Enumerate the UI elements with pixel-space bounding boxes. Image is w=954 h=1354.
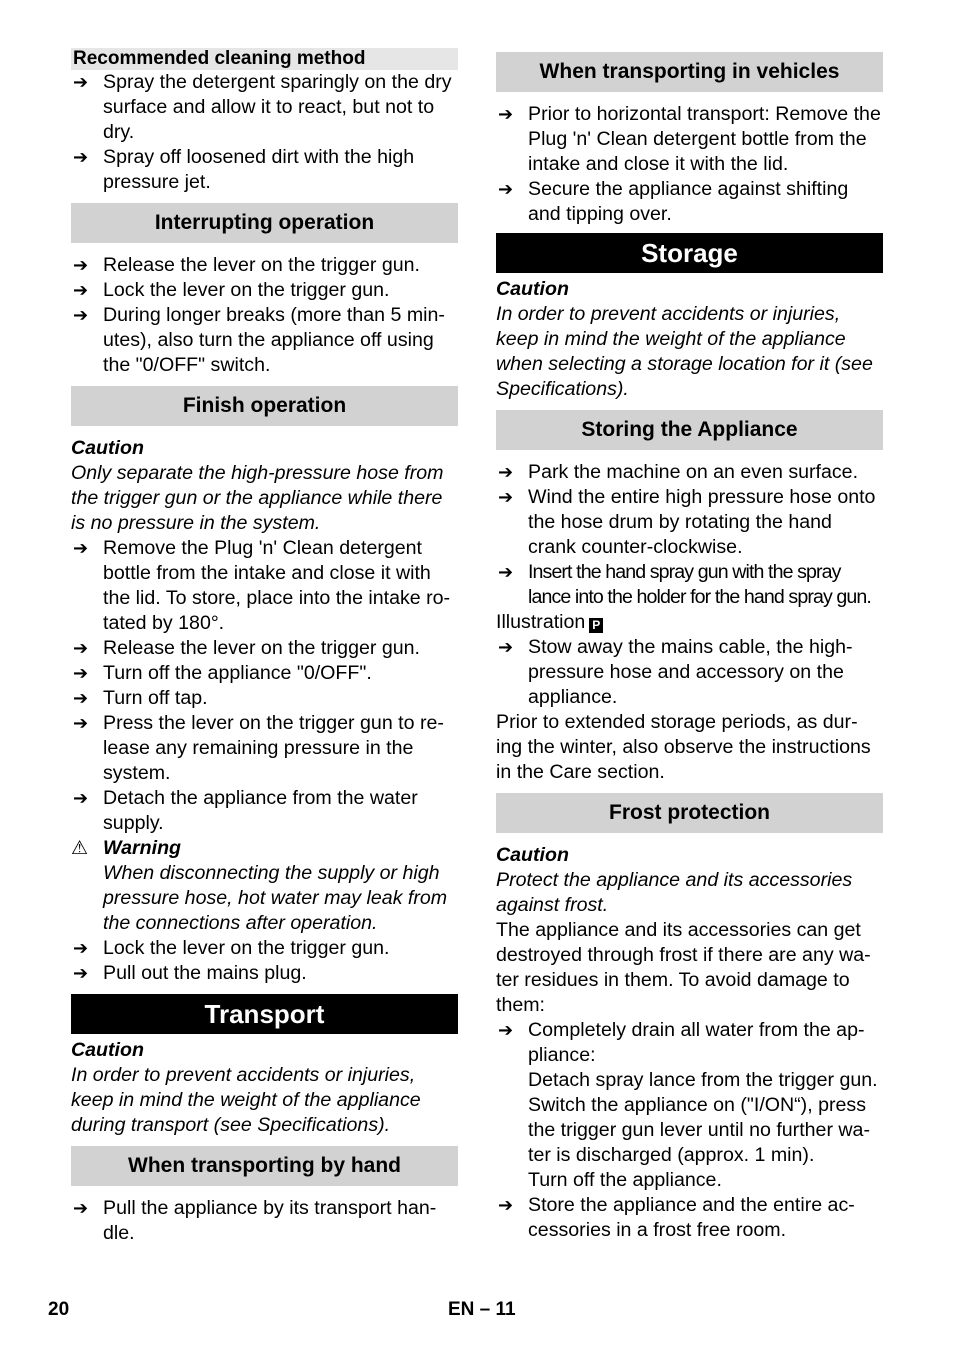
- list-item: ➔ Pull out the mains plug.: [73, 962, 307, 984]
- list-item: ➔ Turn off the appliance "0/OFF".: [73, 662, 372, 684]
- arrow-icon: ➔: [498, 562, 513, 582]
- section-page-label: EN – 11: [448, 1299, 516, 1320]
- frost-protection-heading: Frost protection: [496, 793, 883, 833]
- list-item: ➔ Lock the lever on the trigger gun.: [73, 279, 390, 301]
- caution-label: Caution: [71, 437, 144, 459]
- arrow-icon: ➔: [73, 688, 89, 708]
- arrow-icon: ➔: [73, 305, 89, 325]
- frost-intro: The appliance and its accessories can get destroyed through frost if there are any wa-ter residues in them. To avoid damage to them:: [496, 919, 871, 1016]
- sub-step: Detach spray lance from the trigger gun.: [528, 1069, 878, 1091]
- caution-label: Caution: [71, 1039, 144, 1061]
- arrow-icon: ➔: [73, 938, 89, 958]
- caution-label: Caution: [496, 844, 569, 866]
- caution-text: In order to prevent accidents or injuries, keep in mind the weight of the appliance when selecting a storage location for it (see Specifications).: [496, 303, 873, 400]
- list-item: ➔ Release the lever on the trigger gun.: [73, 637, 420, 659]
- list-item: ➔ Lock the lever on the trigger gun.: [73, 937, 390, 959]
- sub-step: Switch the appliance on ("I/ON“), press the trigger gun lever until no further wa-ter is discharged (approx. 1 min).: [528, 1094, 870, 1166]
- arrow-icon: ➔: [73, 963, 89, 983]
- transport-vehicles-heading: When transporting in vehicles: [496, 52, 883, 92]
- arrow-icon: ➔: [498, 104, 514, 124]
- arrow-icon: ➔: [73, 713, 89, 733]
- caution-text: Only separate the high-pressure hose from the trigger gun or the appliance while there is no pressure in the system.: [71, 462, 444, 534]
- warning-text: When disconnecting the supply or high pressure hose, hot water may leak from the connections after operation.: [103, 862, 448, 934]
- arrow-icon: ➔: [73, 1198, 89, 1218]
- warning-label: Warning: [103, 837, 182, 859]
- list-item: ➔ During longer breaks (more than 5 min-utes), also turn the appliance off using the "0/OFF" switch.: [73, 304, 445, 376]
- caution-text: Protect the appliance and its accessories against frost.: [496, 869, 853, 916]
- list-item: ➔ Secure the appliance against shifting and tipping over.: [498, 178, 849, 225]
- arrow-icon: ➔: [73, 538, 89, 558]
- arrow-icon: ➔: [498, 179, 514, 199]
- left-column: [71, 48, 458, 1246]
- arrow-icon: ➔: [498, 1195, 514, 1215]
- recommended-cleaning-heading: Recommended cleaning method: [71, 48, 458, 70]
- list-item: ➔ Completely drain all water from the ap-pliance:: [498, 1019, 865, 1066]
- arrow-icon: ➔: [73, 663, 89, 683]
- illustration-reference: Illustration P: [496, 610, 883, 635]
- arrow-icon: ➔: [73, 788, 89, 808]
- warning-icon: ⚠: [71, 838, 89, 859]
- arrow-icon: ➔: [498, 462, 514, 482]
- right-column: [496, 48, 883, 1243]
- list-item: ➔ Press the lever on the trigger gun to re-lease any remaining pressure in the system.: [73, 712, 444, 784]
- caution-label: Caution: [496, 278, 569, 300]
- list-item: ➔ Park the machine on an even surface.: [498, 461, 859, 483]
- arrow-icon: ➔: [498, 1020, 514, 1040]
- arrow-icon: ➔: [73, 147, 89, 167]
- arrow-icon: ➔: [73, 280, 89, 300]
- list-item: ➔ Spray off loosened dirt with the high pressure jet.: [73, 146, 415, 193]
- transport-by-hand-heading: When transporting by hand: [71, 1146, 458, 1186]
- list-item: ➔ Remove the Plug 'n' Clean detergent bottle from the intake and close it with the lid. To store, place into the intake ro-tated by 180°.: [73, 537, 451, 634]
- list-item: ➔ Wind the entire high pressure hose onto the hose drum by rotating the hand crank counter-clockwise.: [498, 486, 876, 558]
- list-item: ➔ Spray the detergent sparingly on the dry surface and allow it to react, but not to dry.: [73, 71, 452, 143]
- illustration-p-icon: P: [589, 618, 603, 633]
- caution-text: In order to prevent accidents or injuries, keep in mind the weight of the appliance during transport (see Specifications).: [71, 1064, 421, 1136]
- list-item: ➔ Pull the appliance by its transport han-dle.: [73, 1197, 437, 1244]
- transport-heading: Transport: [71, 994, 458, 1034]
- sub-step: Turn off the appliance.: [528, 1169, 722, 1191]
- list-item: ➔ Stow away the mains cable, the high-pressure hose and accessory on the appliance.: [498, 636, 853, 708]
- list-item: ➔ Prior to horizontal transport: Remove the Plug 'n' Clean detergent bottle from the intake and close it with the lid.: [498, 103, 881, 175]
- arrow-icon: ➔: [73, 638, 89, 658]
- page-number: 20: [48, 1299, 70, 1320]
- warning-block: [71, 836, 458, 936]
- arrow-icon: ➔: [498, 637, 514, 657]
- list-item: ➔ Detach the appliance from the water supply.: [73, 787, 418, 834]
- interrupting-operation-heading: Interrupting operation: [71, 203, 458, 243]
- storage-heading: Storage: [496, 233, 883, 273]
- list-item: ➔ Insert the hand spray gun with the spray lance into the holder for the hand spray gun.: [498, 561, 871, 608]
- storage-note: Prior to extended storage periods, as dur-ing the winter, also observe the instructions in the Care section.: [496, 711, 871, 783]
- arrow-icon: ➔: [73, 72, 89, 92]
- arrow-icon: ➔: [498, 487, 514, 507]
- list-item: ➔ Store the appliance and the entire ac-cessories in a frost free room.: [498, 1194, 855, 1241]
- finish-operation-heading: Finish operation: [71, 386, 458, 426]
- storing-appliance-heading: Storing the Appliance: [496, 410, 883, 450]
- arrow-icon: ➔: [73, 255, 89, 275]
- list-item: ➔ Release the lever on the trigger gun.: [73, 254, 420, 276]
- list-item: ➔ Turn off tap.: [73, 687, 208, 709]
